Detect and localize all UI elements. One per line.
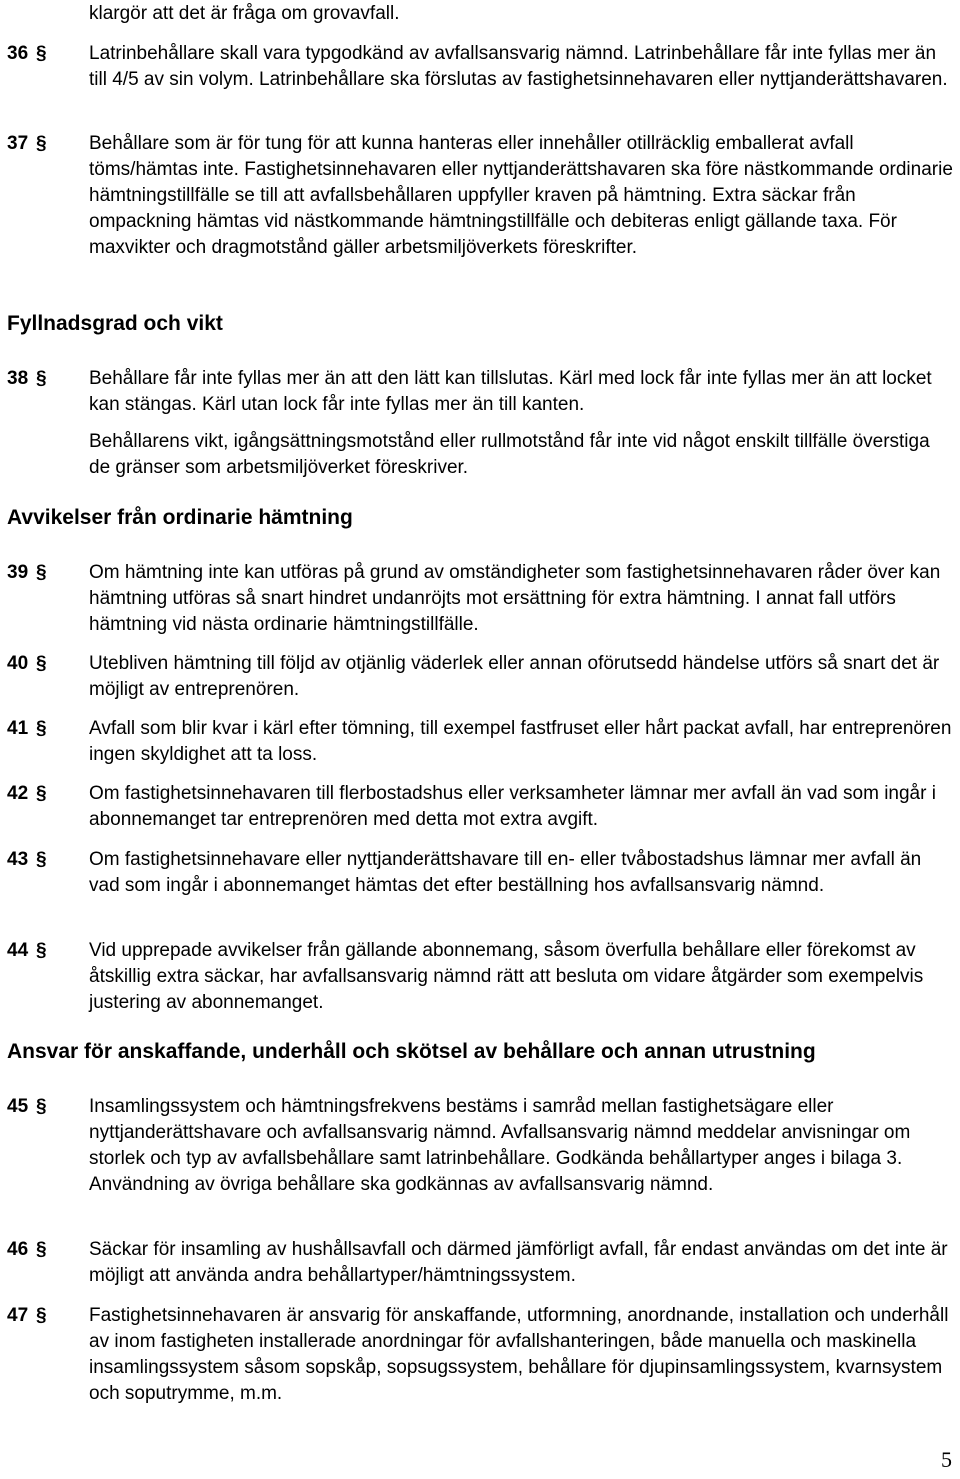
paragraph-38-text-2: Behållarens vikt, igångsättningsmotstånd eller rullmotstånd får inte vid något enskilt tillfälle överstiga de gränser som arbetsmiljöverket föreskriver. — [89, 431, 930, 478]
section-sign: § — [36, 562, 47, 583]
section-sign: § — [36, 1096, 47, 1117]
paragraph-43-text: Om fastighetsinnehavare eller nyttjanderättshavare till en- eller tvåbostadshus lämnar mer avfall än vad som ingår i abonnemanget hämtas det efter beställning hos avfallsansvarig nämnd. — [89, 849, 922, 896]
section-sign: § — [36, 849, 47, 870]
paragraph-number: 44 — [7, 940, 29, 961]
paragraph-40-text: Utebliven hämtning till följd av otjänlig väderlek eller annan oförutsedd händelse utförs så snart det är möjligt av entreprenören. — [89, 653, 940, 700]
paragraph-38-text: Behållare får inte fyllas mer än att den lätt kan tillslutas. Kärl med lock får inte fyllas mer än att locket kan stängas. Kärl utan lock får inte fyllas mer än till kanten. — [89, 368, 932, 415]
section-sign: § — [36, 1239, 47, 1260]
paragraph-44-text: Vid upprepade avvikelser från gällande abonnemang, såsom överfulla behållare eller förekomst av åtskillig extra säckar, har avfallsansvarig nämnd rätt att besluta om vidare åtgärder som exempelvis justering av abonnemanget. — [89, 940, 924, 1013]
paragraph-45-text: Insamlingssystem och hämtningsfrekvens bestäms i samråd mellan fastighetsägare eller nyttjanderättshavare och avfallsansvarig nämnd. Avfallsansvarig nämnd meddelar anvisningar om storlek och typ av avfallsbehållare samt latrinbehållare. Godkända behållartyper anges i bilaga 3. Användning av övriga behållare ska godkännas av avfallsansvarig nämnd. — [89, 1096, 911, 1195]
section-sign: § — [36, 133, 47, 154]
paragraph-number: 36 — [7, 43, 29, 64]
paragraph-42-text: Om fastighetsinnehavaren till flerbostadshus eller verksamheter lämnar mer avfall än vad som ingår i abonnemanget tar entreprenören med detta mot extra avgift. — [89, 783, 936, 830]
section-sign: § — [36, 43, 47, 64]
section-heading-avvikelser: Avvikelser från ordinarie hämtning — [7, 506, 353, 529]
paragraph-number: 42 — [7, 783, 29, 804]
paragraph-39-text: Om hämtning inte kan utföras på grund av omständigheter som fastighetsinnehavaren råder över kan hämtning utföras så snart hindret undanröjts mot ersättning för extra hämtning. I annat fall utförs hämtning vid nästa ordinarie hämtningstillfälle. — [89, 562, 941, 635]
section-sign: § — [36, 718, 47, 739]
section-sign: § — [36, 940, 47, 961]
paragraph-number: 37 — [7, 133, 29, 154]
paragraph-41-text: Avfall som blir kvar i kärl efter tömning, till exempel fastfruset eller hårt packat avfall, har entreprenören ingen skyldighet att ta loss. — [89, 718, 952, 765]
section-sign: § — [36, 653, 47, 674]
paragraph-number: 38 — [7, 368, 29, 389]
paragraph-36-text: Latrinbehållare skall vara typgodkänd av avfallsansvarig nämnd. Latrinbehållare får inte fyllas mer än till 4/5 av sin volym. Latrinbehållare ska förslutas av fastighetsinnehavaren eller nyttjanderättshavaren. — [89, 43, 948, 90]
section-sign: § — [36, 368, 47, 389]
paragraph-number: 41 — [7, 718, 29, 739]
paragraph-number: 43 — [7, 849, 29, 870]
paragraph-number: 39 — [7, 562, 29, 583]
paragraph-number: 40 — [7, 653, 29, 674]
paragraph-number: 45 — [7, 1096, 29, 1117]
section-sign: § — [36, 783, 47, 804]
paragraph-46-text: Säckar för insamling av hushållsavfall och därmed jämförligt avfall, får endast användas om det inte är möjligt att använda andra behållartyper/hämtningssystem. — [89, 1239, 948, 1286]
page-number: 5 — [941, 1447, 952, 1472]
section-sign: § — [36, 1305, 47, 1326]
continuation-text: klargör att det är fråga om grovavfall. — [89, 3, 400, 24]
paragraph-37-text: Behållare som är för tung för att kunna hanteras eller innehåller otillräcklig emballerat avfall töms/hämtas inte. Fastighetsinnehavaren eller nyttjanderättshavaren ska före nästkommande ordinarie hämtningstillfälle se till att avfallsbehållaren uppfyller kraven på hämtning. Extra säckar från ompackning hämtas vid nästkommande hämtningstillfälle och debiteras enligt gällande taxa. För maxvikter och dragmotstånd gäller arbetsmiljöverkets föreskrifter. — [89, 133, 953, 258]
section-heading-ansvar: Ansvar för anskaffande, underhåll och skötsel av behållare och annan utrustning — [7, 1040, 816, 1063]
paragraph-number: 47 — [7, 1305, 29, 1326]
paragraph-number: 46 — [7, 1239, 29, 1260]
paragraph-47-text: Fastighetsinnehavaren är ansvarig för anskaffande, utformning, anordnande, installation och underhåll av inom fastigheten installerade anordningar för avfallshanteringen, både manuella och maskinella insamlingssystem såsom sopskåp, sopsugssystem, behållare för djupinsamlingssystem, kvarnsystem och soputrymme, m.m. — [89, 1305, 949, 1404]
section-heading-fyllnadsgrad: Fyllnadsgrad och vikt — [7, 312, 223, 335]
